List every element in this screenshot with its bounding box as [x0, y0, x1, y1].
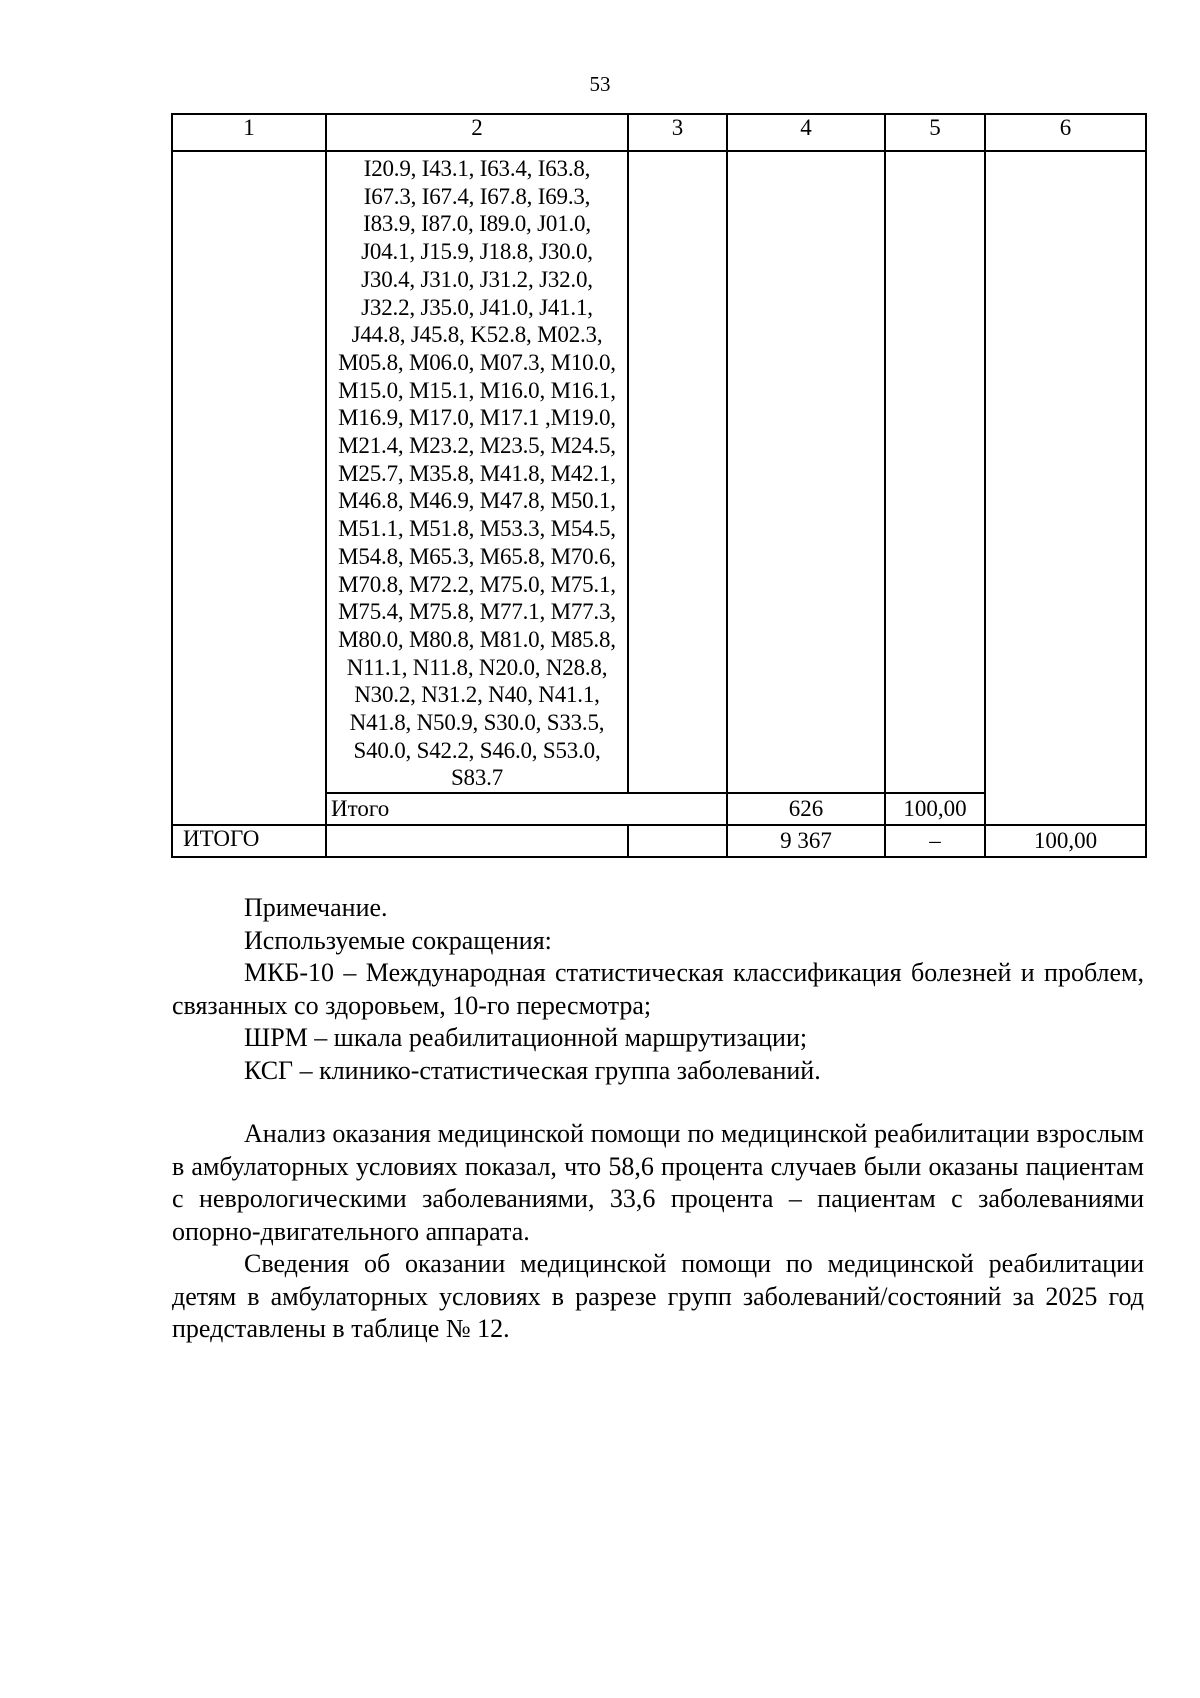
diagnosis-codes-line: J32.2, J35.0, J41.0, J41.1, — [361, 294, 593, 320]
body-text — [172, 1118, 1144, 1346]
diagnosis-codes-line: N41.8, N50.9, S30.0, S33.5, — [349, 710, 605, 736]
diagnosis-codes-line: M16.9, M17.0, M17.1 ,M19.0, — [338, 405, 616, 431]
diagnosis-codes-line: M54.8, M65.3, M65.8, M70.6, — [338, 543, 616, 569]
header-cell: 6 — [985, 114, 1146, 151]
empty-cell — [326, 825, 628, 857]
abbr-ksg: КСГ – клинико-статистическая группа заболеваний. — [244, 1055, 821, 1085]
diagnosis-codes-line: S83.7 — [450, 765, 504, 791]
diagnosis-codes-line: I20.9, I43.1, I63.4, I63.8, — [363, 156, 591, 181]
header-cell: 1 — [172, 114, 326, 151]
notes-block — [172, 892, 1144, 1087]
subtotal-label: Итого — [326, 793, 727, 825]
note-title: Примечание. — [244, 893, 388, 922]
info-paragraph: Сведения об оказании медицинской помощи по медицинской реабилитации детям в амбулаторных условиях в разрезе групп заболеваний/состояний за 2025 год представлены в таблице № 12. — [172, 1249, 1144, 1343]
diagnosis-codes-cell — [326, 151, 628, 793]
diagnosis-codes-line: M80.0, M80.8, M81.0, M85.8, — [338, 626, 616, 652]
page-number: 53 — [589, 72, 611, 96]
data-table — [171, 113, 1147, 858]
table-header-row — [172, 114, 1146, 151]
subtotal-percent: 100,00 — [885, 793, 985, 825]
analysis-paragraph: Анализ оказания медицинской помощи по медицинской реабилитации взрослым в амбулаторных условиях показал, что 58,6 процента случаев были оказаны пациентам с неврологическими заболеваниями, 33,6 процента – пациентам с заболеваниями опорно-двигательного аппарата. — [172, 1119, 1144, 1246]
total-label: ИТОГО — [172, 825, 326, 857]
total-dash: – — [885, 825, 985, 857]
empty-cell — [885, 151, 985, 793]
diagnosis-codes-line: M75.4, M75.8, M77.1, M77.3, — [338, 599, 616, 625]
diagnosis-codes-line: M25.7, M35.8, M41.8, M42.1, — [338, 460, 616, 486]
total-percent: 100,00 — [985, 825, 1146, 857]
empty-cell — [727, 151, 885, 793]
total-row — [172, 825, 1146, 857]
table-row — [172, 151, 1146, 793]
diagnosis-codes-line: M05.8, M06.0, M07.3, M10.0, — [338, 349, 616, 375]
header-cell: 3 — [628, 114, 727, 151]
abbr-mkb: МКБ-10 – Международная статистическая классификация болезней и проблем, связанных со здоровьем, 10-го пересмотра; — [172, 958, 1144, 1020]
diagnosis-codes-line: M15.0, M15.1, M16.0, M16.1, — [338, 377, 616, 403]
diagnosis-codes-line: S40.0, S42.2, S46.0, S53.0, — [353, 737, 601, 763]
group-cell — [172, 151, 326, 825]
diagnosis-codes-line: M21.4, M23.2, M23.5, M24.5, — [338, 433, 616, 459]
diagnosis-codes-line: N30.2, N31.2, N40, N41.1, — [354, 682, 600, 708]
empty-cell — [985, 151, 1146, 825]
diagnosis-codes-line: N11.1, N11.8, N20.0, N28.8, — [346, 654, 608, 680]
diagnosis-codes-line: M46.8, M46.9, M47.8, M50.1, — [338, 488, 616, 514]
diagnosis-codes-line: J30.4, J31.0, J31.2, J32.0, — [361, 266, 593, 292]
subtotal-count: 626 — [727, 793, 885, 825]
header-cell: 5 — [885, 114, 985, 151]
header-cell: 4 — [727, 114, 885, 151]
total-count: 9 367 — [727, 825, 885, 857]
diagnosis-codes-line: I67.3, I67.4, I67.8, I69.3, — [363, 183, 591, 209]
header-cell: 2 — [326, 114, 628, 151]
empty-cell — [628, 825, 727, 857]
diagnosis-codes-line: J44.8, J45.8, K52.8, M02.3, — [351, 322, 603, 348]
diagnosis-codes-line: M51.1, M51.8, M53.3, M54.5, — [338, 516, 616, 542]
abbreviations-heading: Используемые сокращения: — [244, 925, 552, 955]
diagnosis-codes-line: J04.1, J15.9, J18.8, J30.0, — [361, 239, 593, 265]
diagnosis-codes-line: M70.8, M72.2, M75.0, M75.1, — [338, 571, 616, 597]
diagnosis-codes-line: I83.9, I87.0, I89.0, J01.0, — [363, 211, 591, 237]
empty-cell — [628, 151, 727, 793]
abbr-shrm: ШРМ – шкала реабилитационной маршрутизации; — [244, 1023, 808, 1052]
